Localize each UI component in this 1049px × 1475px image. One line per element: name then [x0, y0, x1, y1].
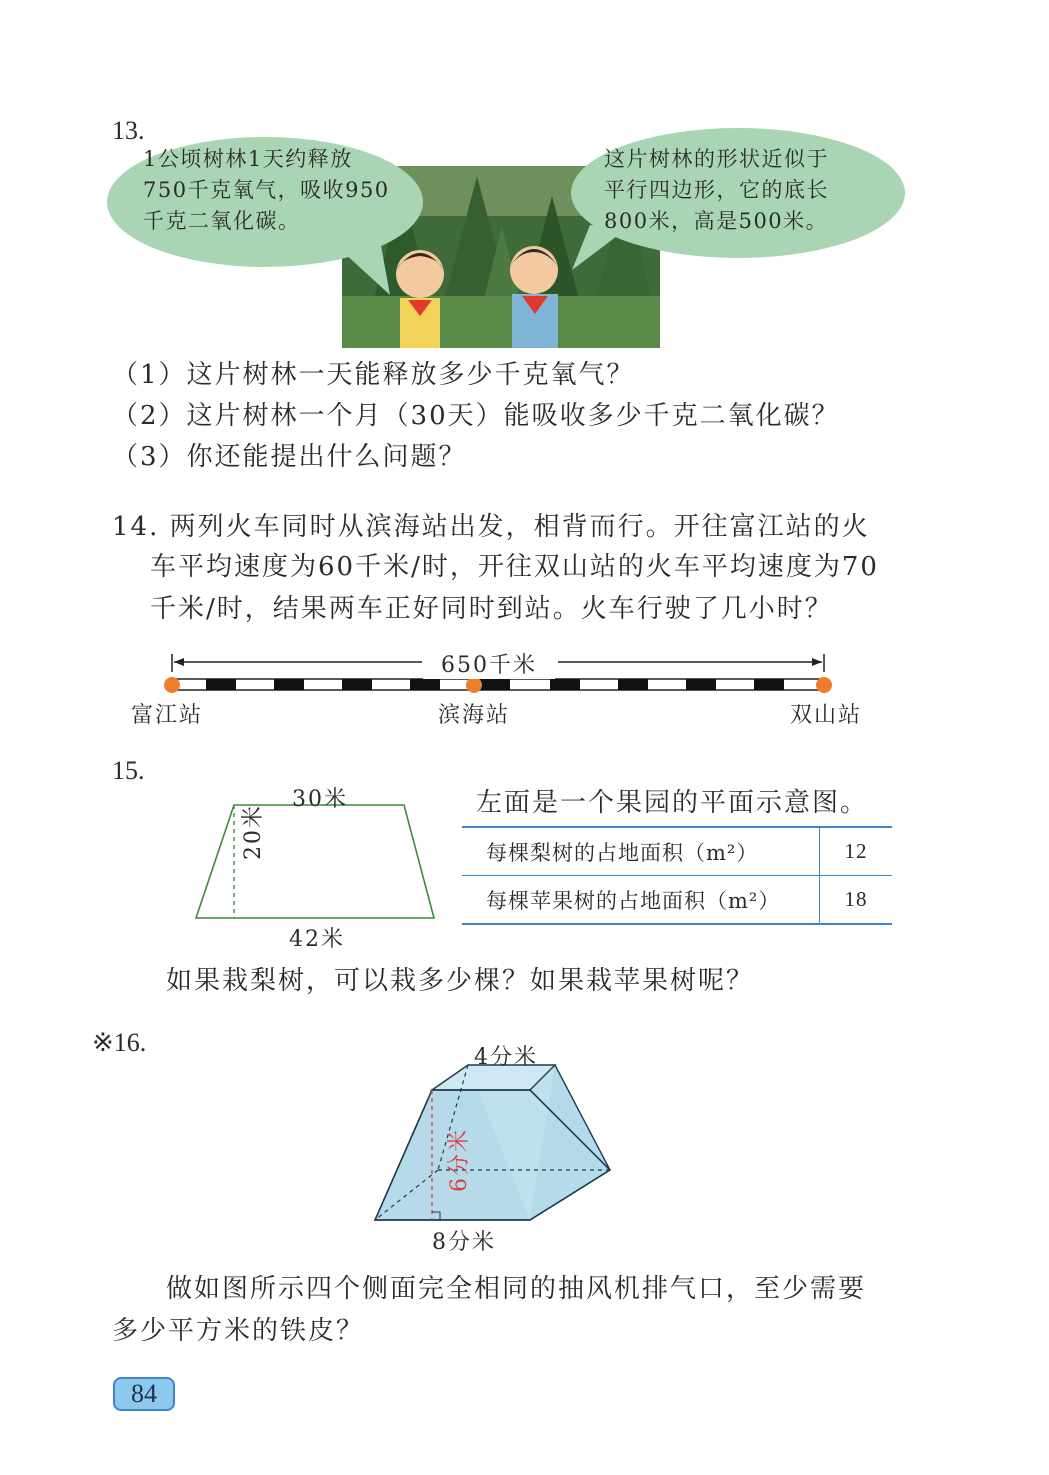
girl-figure — [396, 250, 444, 348]
question-16-number: ※16. — [92, 1028, 147, 1057]
frustum-height-label: 6分米 — [447, 1128, 472, 1192]
station-dot-binhai — [466, 677, 482, 693]
table-row — [462, 827, 892, 876]
page-number: 84 — [113, 1377, 175, 1411]
question-13-number: 13. — [112, 116, 145, 145]
bubble-right-line-3: 800米，高是500米。 — [604, 209, 829, 233]
station-dot-fujiang — [164, 677, 180, 693]
frustum-bottom-label: 8分米 — [432, 1230, 496, 1255]
q13-sub-question-1: （1）这片树林一天能释放多少千克氧气？ — [112, 360, 635, 390]
bubble-left-line-3: 千克二氧化碳。 — [143, 209, 301, 233]
table-cell-value: 12 — [820, 827, 893, 876]
q14-line-2: 车平均速度为60千米/时，开往双山站的火车平均速度为70 — [150, 552, 879, 582]
q14-line-3: 千米/时，结果两车正好同时到站。火车行驶了几小时？ — [150, 594, 833, 624]
orchard-area-table — [462, 826, 892, 925]
station-fujiang: 富江站 — [131, 703, 204, 728]
bubble-right-line-1: 这片树林的形状近似于 — [604, 147, 829, 171]
trapezoid-height-label: 20米 — [241, 804, 266, 860]
q15-question: 如果栽梨树，可以栽多少棵？如果栽苹果树呢？ — [166, 966, 755, 996]
station-shuangshan: 双山站 — [790, 703, 863, 728]
speech-bubble-left-tail — [320, 240, 400, 300]
q13-sub-question-2: （2）这片树林一个月（30天）能吸收多少千克二氧化碳？ — [112, 401, 840, 431]
table-cell-label: 每棵梨树的占地面积（m²） — [462, 827, 820, 876]
distance-label: 650千米 — [423, 648, 555, 679]
orchard-caption: 左面是一个果园的平面示意图。 — [476, 788, 869, 818]
q13-sub-question-3: （3）你还能提出什么问题？ — [112, 442, 467, 472]
q16-text-line-1: 做如图所示四个侧面完全相同的抽风机排气口，至少需要 — [166, 1274, 867, 1304]
station-dot-shuangshan — [816, 677, 832, 693]
table-cell-label: 每棵苹果树的占地面积（m²） — [462, 876, 820, 925]
table-cell-value: 18 — [820, 876, 893, 925]
boy-figure — [510, 246, 558, 348]
q16-text-line-2: 多少平方米的铁皮？ — [112, 1316, 365, 1346]
frustum-top-label: 4分米 — [474, 1045, 538, 1070]
trapezoid-bottom-label: 42米 — [289, 927, 345, 952]
frustum-vent-diagram — [370, 1060, 615, 1225]
q14-line-1: 14. 两列火车同时从滨海站出发，相背而行。开往富江站的火 — [112, 512, 870, 542]
question-15-number: 15. — [112, 756, 145, 785]
trapezoid-orchard — [190, 800, 440, 924]
table-row — [462, 876, 892, 925]
bubble-left-line-2: 750千克氧气，吸收950 — [143, 178, 390, 202]
trapezoid-top-label: 30米 — [292, 787, 348, 812]
station-binhai: 滨海站 — [438, 703, 511, 728]
bubble-left-line-1: 1公顷树林1天约释放 — [143, 147, 353, 171]
bubble-right-line-2: 平行四边形，它的底长 — [604, 178, 829, 202]
